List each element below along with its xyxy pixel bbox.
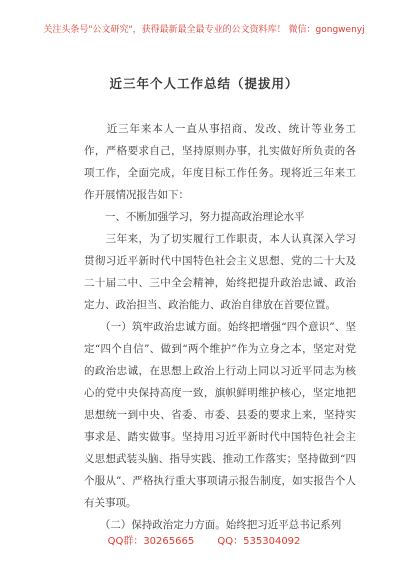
paragraph-political-loyalty: （一）筑牢政治忠诚方面。始终把增强“四个意识”、坚定“四个自信”、做到“两个维护”作为立身之本，坚定对党的政治忠诚，在思想上政治上行动上同以习近平同志为核心的党中央保持高度一致，旗帜鲜明维护核心，坚定地把思想统一到中央、省委、市委、县委的要求上来，坚持实事求是、踏实做事。坚持用习近平新时代中国特色社会主义思想武装头脑、指导实践、推动工作落实；坚持做到“四个服从”、严格执行重大事项请示报告制度，如实报告个人有关事项。 (84, 321, 356, 509)
footer-qq: QQ：535304092 (217, 536, 301, 547)
document-title: 近三年个人工作总结（提拔用） (109, 76, 299, 91)
paragraph-political-resolve: （二）保持政治定力方面。始终把习近平总书记系列 (84, 519, 342, 531)
document-body (84, 118, 356, 536)
footer-contact (0, 532, 408, 547)
paragraph-study: 三年来，为了切实履行工作职责，本人认真深入学习贯彻习近平新时代中国特色社会主义思想、党的二十大及二十届二中、三中全会精神，始终把提升政治忠诚、政治定力、政治担当、政治能力、政治自律放在首要位置。 (84, 233, 356, 311)
paragraph-intro: 近三年来本人一直从事招商、发改、统计等业务工作，严格要求自己，坚持原则办事，扎实做好所负责的各项工作，全面完成，年度目标工作任务。现将近三年来工作开展情况报告如下： (84, 123, 356, 201)
section-heading-1: 一、不断加强学习，努力提高政治理论水平 (84, 211, 305, 223)
footer-qq-group: QQ群：30265665 (107, 536, 195, 547)
header-watermark-note: 关注头条号"公文研究"，获得最新最全最专业的公文资料库！ 微信：gongwenyj (43, 25, 365, 35)
